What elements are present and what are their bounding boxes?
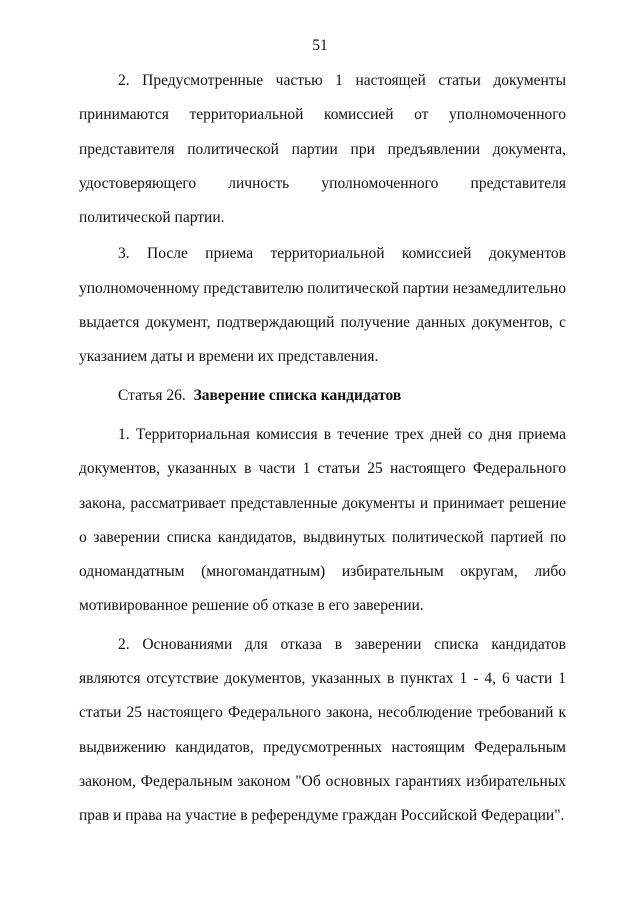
article-25-part-3: 3. После приема территориальной комиссией документов уполномоченному представителю политической партии незамедлительно выдается документ, подтверждающий получение данных документов, с указанием даты и времени их представления. — [79, 245, 566, 366]
article-26-heading — [79, 379, 566, 414]
article-25-part-2: 2. Предусмотренные частью 1 настоящей статьи документы принимаются территориальной комиссией от уполномоченного представителя политической партии при предъявлении документа, удостоверяющего личность уполномоченного представителя политической партии. — [79, 72, 566, 227]
page-number: 51 — [312, 37, 328, 54]
article-title: Заверение списка кандидатов — [193, 386, 402, 404]
article-26-part-1: 1. Территориальная комиссия в течение трех дней со дня приема документов, указанных в части 1 статьи 25 настоящего Федерального закона, рассматривает представленные документы и принимает решение о заверении списка кандидатов, выдвинутых политической партией по одномандатным (многомандатным) избирательным округам, либо мотивированное решение об отказе в его заверении. — [79, 425, 566, 615]
article-label: Статья 26. — [118, 386, 186, 404]
document-body — [79, 64, 566, 834]
article-26-part-2: 2. Основаниями для отказа в заверении списка кандидатов являются отсутствие документов, указанных в пунктах 1 - 4, 6 части 1 статьи 25 настоящего Федерального закона, несоблюдение требований к выдвижению кандидатов, предусмотренных настоящим Федеральным законом, Федеральным законом "Об основных гарантиях избирательных прав и права на участие в референдуме граждан Российской Федерации". — [79, 635, 566, 825]
